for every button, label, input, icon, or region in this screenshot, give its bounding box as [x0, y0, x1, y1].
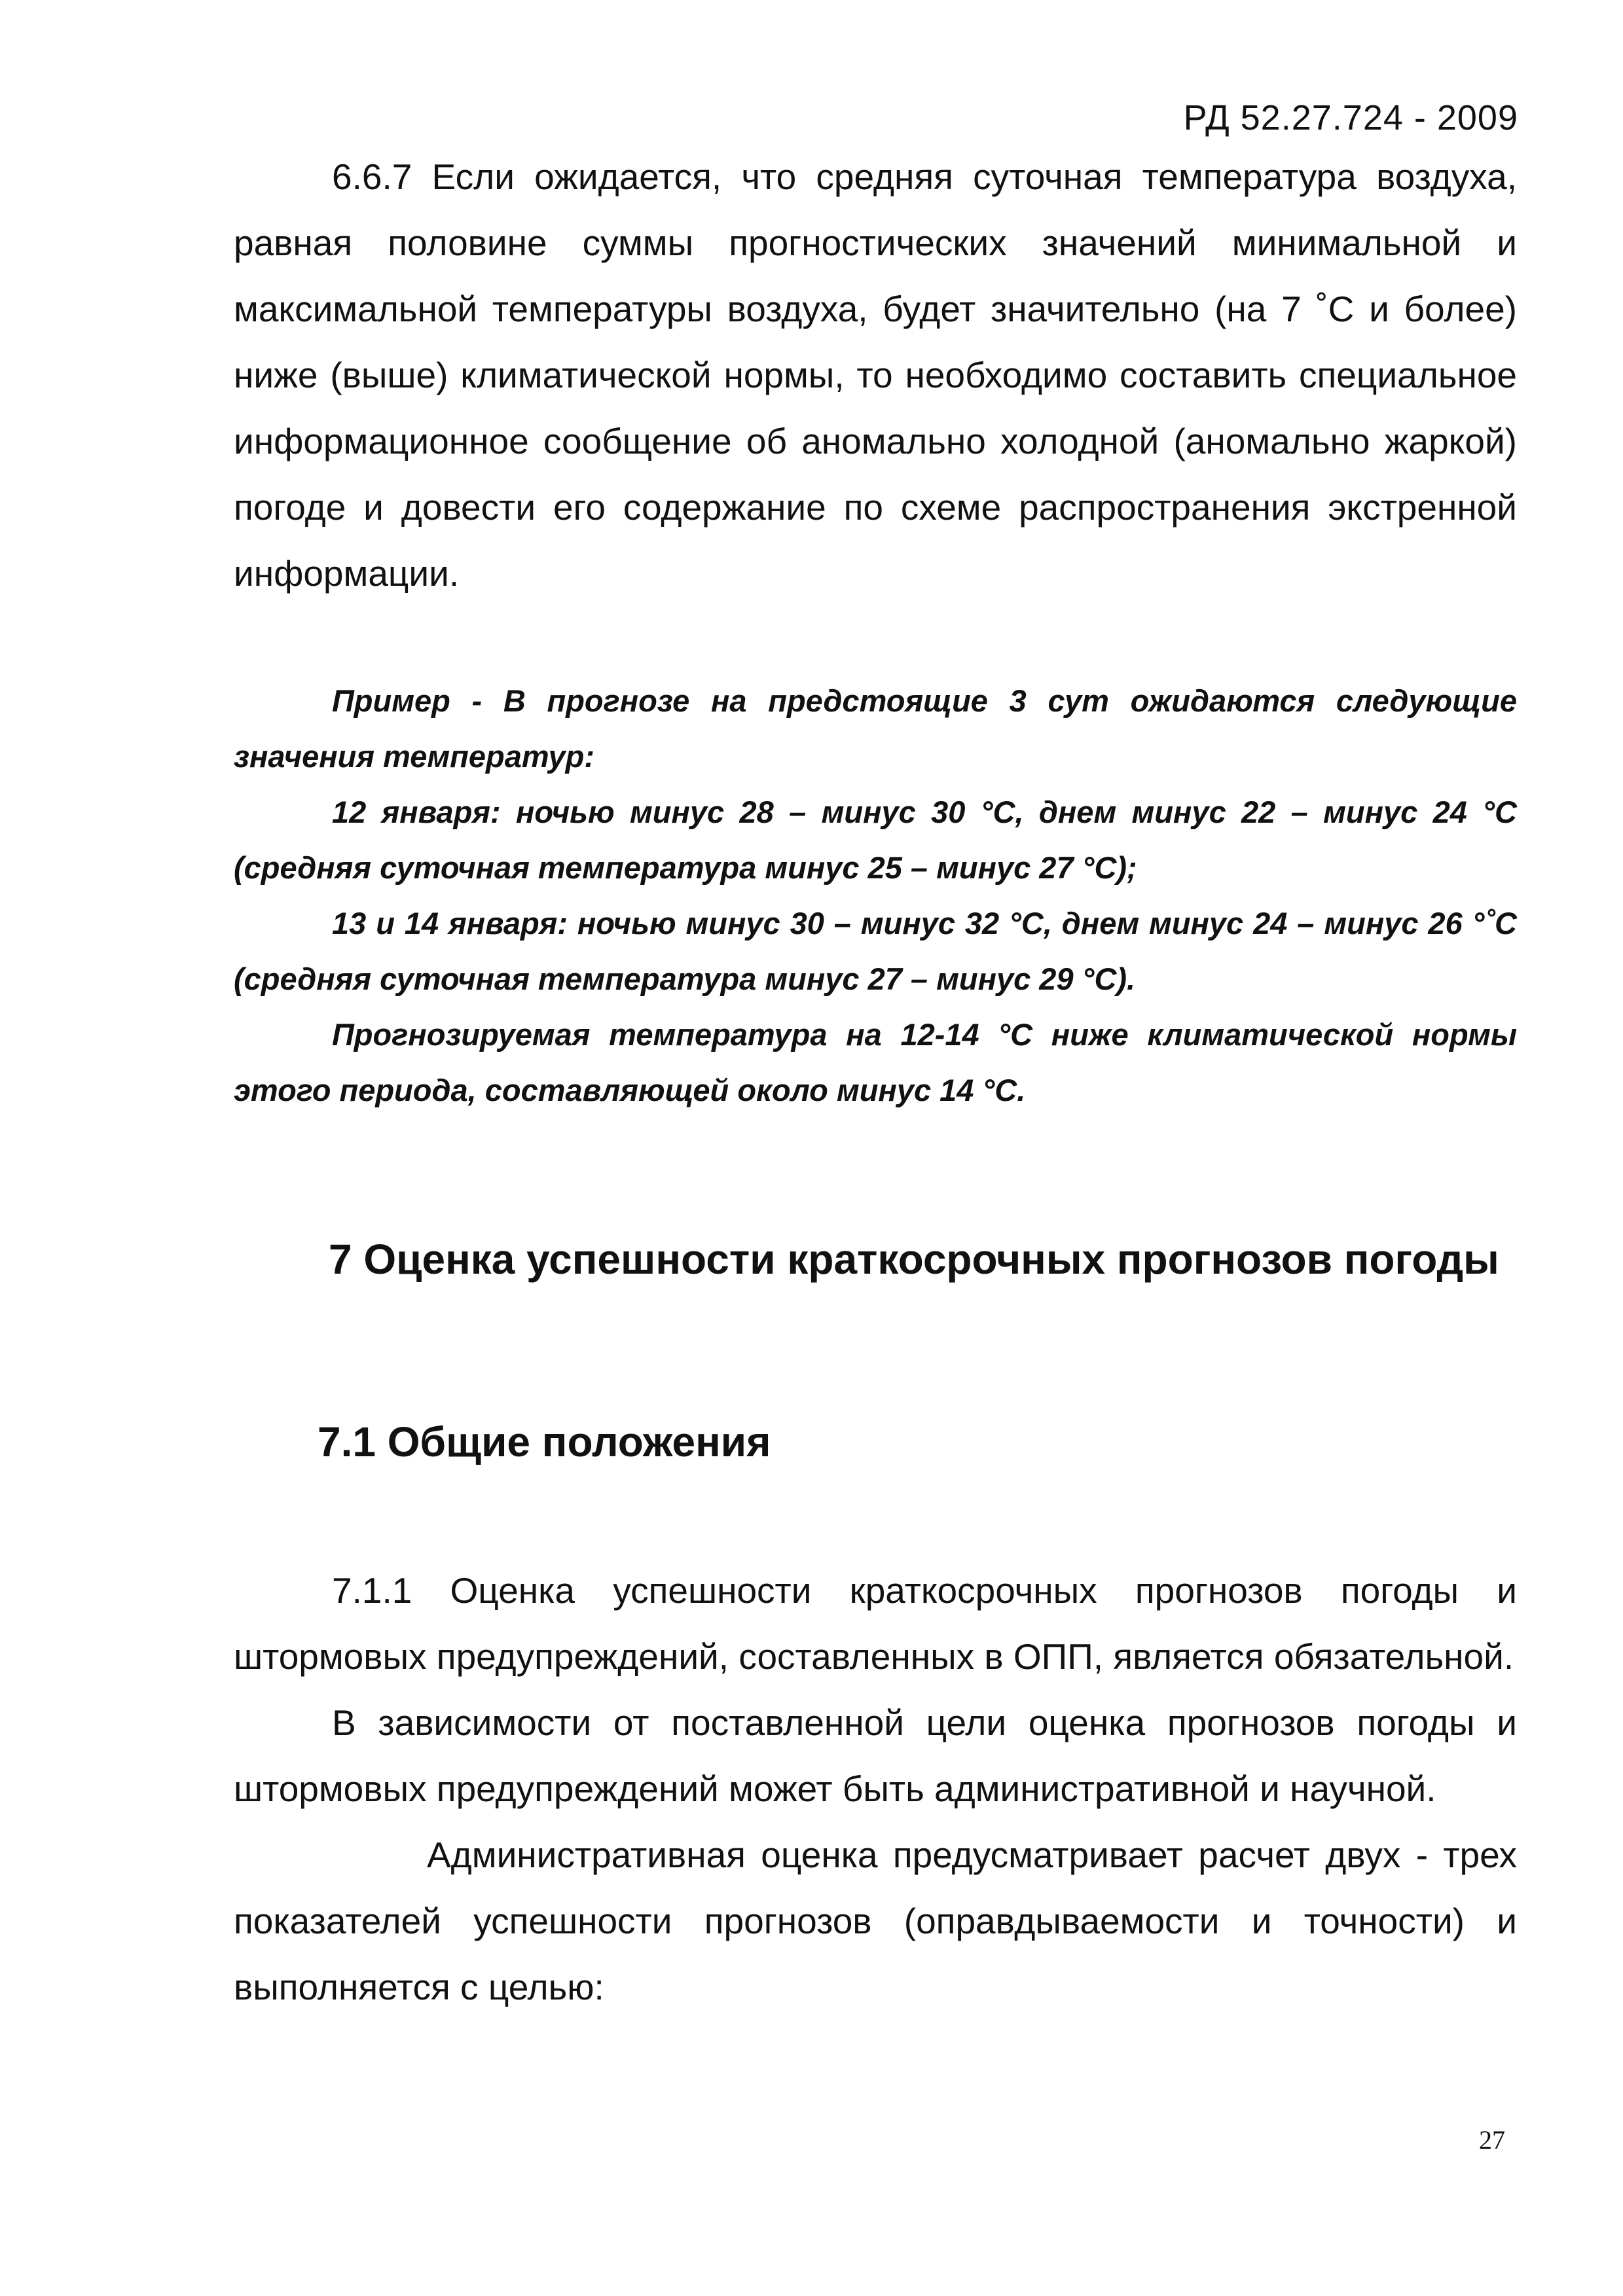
document-code-header: РД 52.27.724 - 2009: [1183, 98, 1518, 137]
paragraph-administrative: Административная оценка предусматривает расчет двух - трех показателей успешности прогнозов (оправдываемости и точности) и выполняется с целью:: [234, 1835, 1517, 2007]
example-line-12-january: 12 января: ночью минус 28 – минус 30 °С, днем минус 22 – минус 24 °С (средняя суточная температура минус 25 – минус 27 °С);: [234, 795, 1517, 885]
paragraph-6-6-7-block: [234, 144, 1517, 607]
example-conclusion: Прогнозируемая температура на 12-14 °С ниже климатической нормы этого периода, составляющей около минус 14 °С.: [234, 1017, 1517, 1107]
example-block: [234, 673, 1517, 1118]
example-line-13-14-january: 13 и 14 января: ночью минус 30 – минус 32 °С, днем минус 24 – минус 26 °˚С (средняя суточная температура минус 27 – минус 29 °С).: [234, 906, 1517, 996]
section-7-body-block: [234, 1558, 1517, 2020]
paragraph-7-1-1: 7.1.1 Оценка успешности краткосрочных прогнозов погоды и штормовых предупреждений, составленных в ОПП, является обязательной.: [234, 1570, 1517, 1677]
example-intro: Пример - В прогнозе на предстоящие 3 сут ожидаются следующие значения температур:: [234, 683, 1517, 774]
paragraph-6-6-7: 6.6.7 Если ожидается, что средняя суточная температура воздуха, равная половине суммы прогностических значений минимальной и максимальной температуры воздуха, будет значительно (на 7 ˚С и более) ниже (выше) климатической нормы, то необходимо составить специальное информационное сообщение об аномально холодной (аномально жаркой) погоде и довести его содержание по схеме распространения экстренной информации.: [234, 156, 1517, 594]
subsection-7-1-heading-block: [234, 1409, 1517, 1475]
subsection-7-1-title: 7.1 Общие положения: [318, 1418, 771, 1465]
paragraph-dependence: В зависимости от поставленной цели оценка прогнозов погоды и штормовых предупреждений может быть административной и научной.: [234, 1702, 1517, 1809]
section-7-heading-block: [234, 1223, 1517, 1296]
section-7-title: 7 Оценка успешности краткосрочных прогнозов погоды: [329, 1236, 1499, 1283]
page-number: 27: [1479, 2125, 1505, 2155]
